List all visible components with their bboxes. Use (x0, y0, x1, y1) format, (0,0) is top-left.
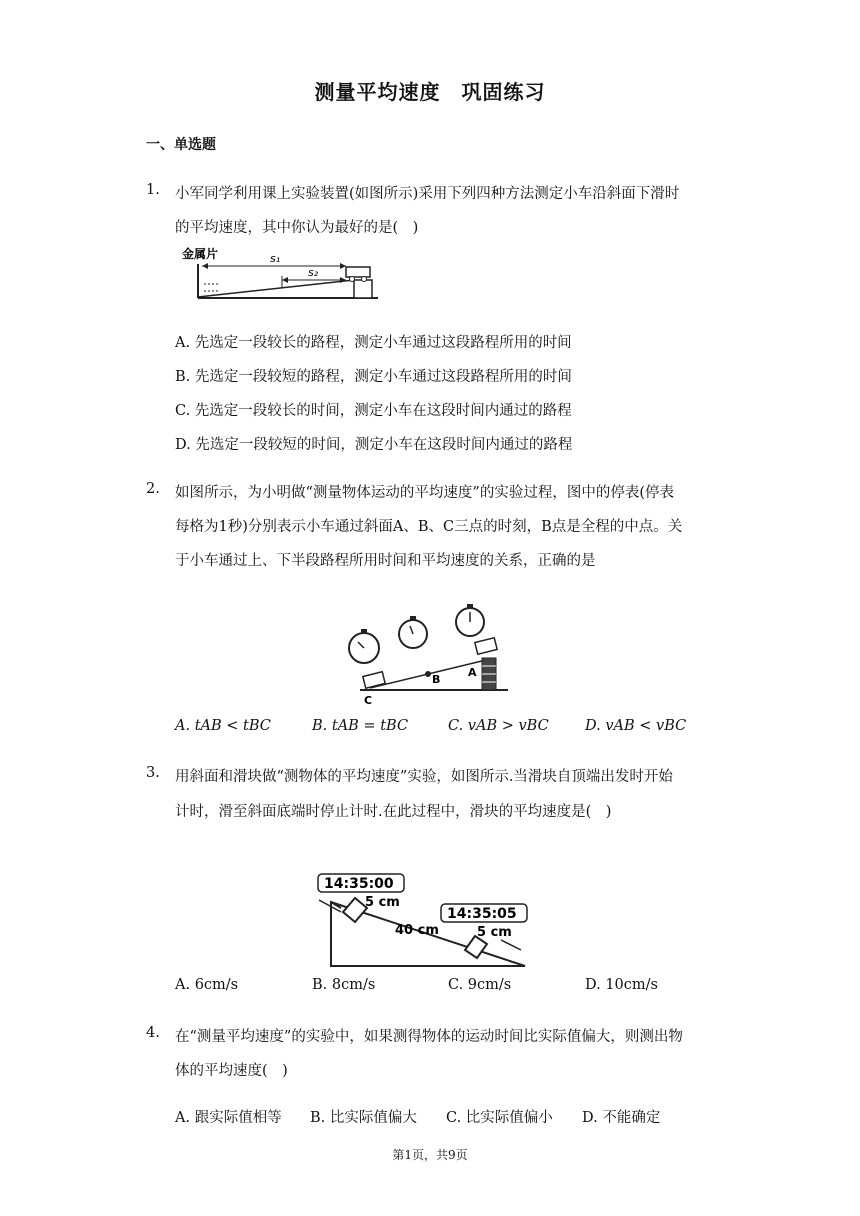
question-2-line-1: 如图所示，为小明做“测量物体运动的平均速度”的实验过程，图中的停表(停表 (175, 485, 674, 501)
question-4-line-1: 在“测量平均速度”的实验中，如果测得物体的运动时间比实际值偏大，则测出物 (175, 1029, 683, 1045)
question-2-number: 2. (146, 481, 160, 497)
question-1-line-2: 的平均速度，其中你认为最好的是( ) (175, 220, 419, 236)
ramp-length-label: 40 cm (395, 923, 439, 938)
question-3-number: 3. (146, 765, 160, 781)
question-3-line-1: 用斜面和滑块做“测物体的平均速度”实验，如图所示.当滑块自顶端出发时开始 (175, 769, 673, 785)
figure-label-b: B (432, 673, 441, 686)
question-4-option-d: D. 不能确定 (582, 1110, 661, 1126)
figure-label-c: C (364, 694, 373, 707)
stopwatch-icon (456, 604, 484, 636)
question-4-option-c: C. 比实际值偏小 (446, 1110, 553, 1126)
question-1-option-c: C. 先选定一段较长的时间，测定小车在这段时间内通过的路程 (175, 403, 572, 419)
question-2-option-d: D. vAB < vBC (585, 718, 687, 734)
bottom-length-label: 5 cm (477, 925, 512, 940)
question-3-figure (315, 868, 530, 970)
question-1-number: 1. (146, 182, 160, 198)
top-length-label: 5 cm (365, 895, 400, 910)
question-2-option-a: A. tAB < tBC (175, 718, 271, 734)
stopwatch-icon (349, 629, 379, 663)
question-1-option-b: B. 先选定一段较短的路程，测定小车通过这段路程所用的时间 (175, 369, 572, 385)
page-title: 测量平均速度 巩固练习 (314, 80, 546, 104)
figure-label-s1: s₁ (270, 252, 281, 265)
page-footer: 第1页，共9页 (392, 1148, 468, 1162)
question-2-figure (340, 600, 512, 708)
question-4-option-b: B. 比实际值偏大 (310, 1110, 417, 1126)
figure-label-metal-sheet: 金属片 (182, 247, 219, 261)
question-3-option-c: C. 9cm/s (448, 977, 512, 993)
question-4-line-2: 体的平均速度( ) (175, 1063, 288, 1079)
end-time-label: 14:35:05 (447, 906, 517, 922)
question-1-line-1: 小军同学利用课上实验装置(如图所示)采用下列四种方法测定小车沿斜面下滑时 (175, 186, 680, 202)
figure-label-a: A (468, 666, 477, 679)
question-1-option-a: A. 先选定一段较长的路程，测定小车通过这段路程所用的时间 (175, 335, 572, 351)
question-3-option-d: D. 10cm/s (585, 977, 658, 993)
question-3-option-b: B. 8cm/s (312, 977, 376, 993)
question-3-line-2: 计时，滑至斜面底端时停止计时.在此过程中，滑块的平均速度是( ) (175, 804, 612, 820)
question-2-line-3: 于小车通过上、下半段路程所用时间和平均速度的关系，正确的是 (175, 553, 596, 569)
question-4-number: 4. (146, 1025, 160, 1041)
question-1-figure (178, 242, 388, 304)
section-heading: 一、单选题 (146, 137, 216, 153)
question-2-option-c: C. vAB > vBC (448, 718, 549, 734)
question-3-option-a: A. 6cm/s (175, 977, 239, 993)
question-2-option-b: B. tAB = tBC (312, 718, 409, 734)
question-1-option-d: D. 先选定一段较短的时间，测定小车在这段时间内通过的路程 (175, 437, 573, 453)
question-2-line-2: 每格为1秒)分别表示小车通过斜面A、B、C三点的时刻，B点是全程的中点。关 (175, 519, 683, 535)
stopwatch-icon (399, 616, 427, 648)
question-4-option-a: A. 跟实际值相等 (175, 1110, 282, 1126)
start-time-label: 14:35:00 (324, 876, 394, 892)
figure-label-s2: s₂ (308, 266, 319, 279)
